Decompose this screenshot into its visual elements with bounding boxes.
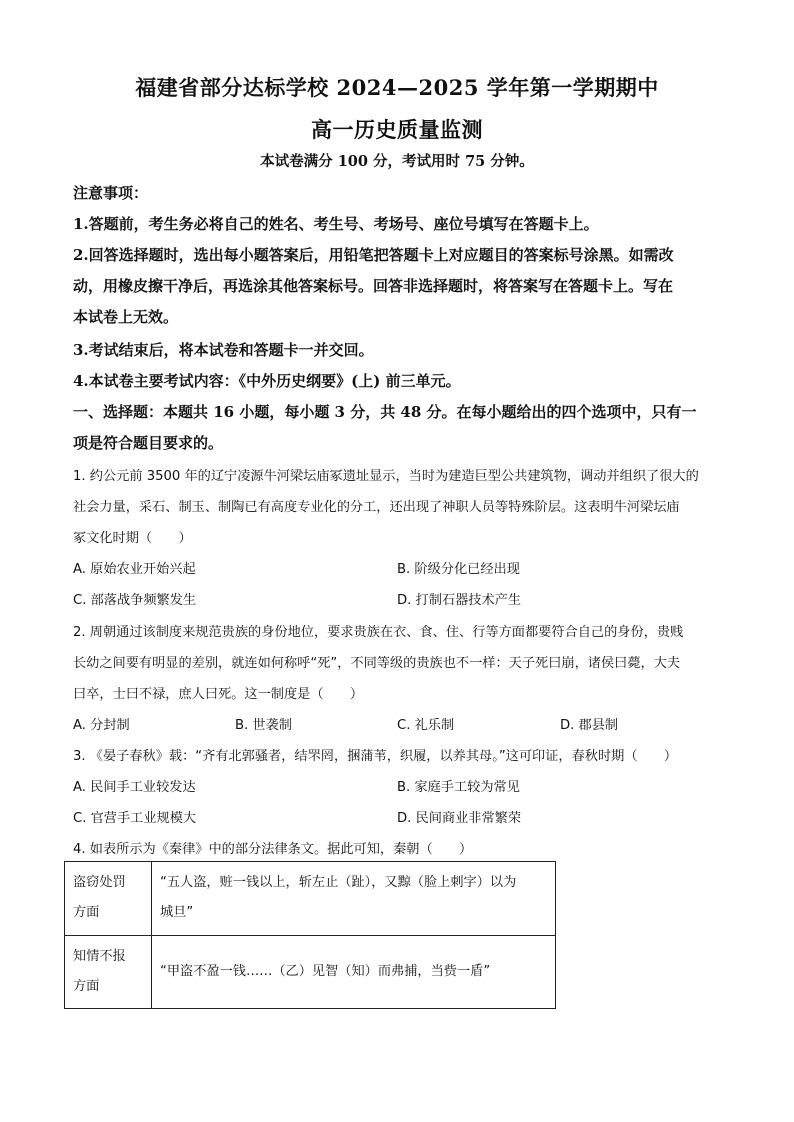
- q3-option-c: C. 官营手工业规模大: [73, 811, 197, 826]
- q1-stem-line3: 冢文化时期（ ）: [73, 531, 192, 546]
- table-row-header: [65, 862, 152, 936]
- q1-stem-line2: 社会力量，采石、制玉、制陶已有高度专业化的分工，还出现了神职人员等特殊阶层。这表明牛河梁坛庙: [73, 500, 680, 515]
- note-2-line3: 本试卷上无效。: [73, 308, 179, 326]
- exam-title-line1: 福建省部分达标学校 2024—2025 学年第一学期期中: [135, 75, 659, 100]
- note-4: 4.本试卷主要考试内容：《中外历史纲要》(上) 前三单元。: [73, 372, 461, 390]
- q4-stem-line1: 4. 如表所示为《秦律》中的部分法律条文。据此可知，秦朝（ ）: [73, 842, 473, 857]
- exam-subtitle: 本试卷满分 100 分，考试用时 75 分钟。: [260, 153, 534, 170]
- table-row: [65, 935, 556, 1009]
- note-2-line2: 动，用橡皮擦干净后，再选涂其他答案标号。回答非选择题时，将答案写在答题卡上。写在: [73, 277, 674, 295]
- q2-option-c: C. 礼乐制: [397, 718, 455, 733]
- table-cell-content: [152, 935, 556, 1009]
- table-row: [65, 862, 556, 936]
- table-cell-content: [152, 862, 556, 936]
- q3-option-a: A. 民间手工业较发达: [73, 780, 196, 795]
- note-3: 3.考试结束后，将本试卷和答题卡一并交回。: [73, 341, 374, 359]
- section1-instructions-line1: 一、选择题：本题共 16 小题，每小题 3 分，共 48 分。在每小题给出的四个选项中，只有一: [73, 403, 697, 421]
- cell-line1: “甲盗不盈一钱……（乙）见智（知）而弗捕，当赀一盾”: [160, 963, 491, 979]
- q3-stem-line1: 3. 《晏子春秋》载：“齐有北郭骚者，结罘罔，捆蒲苇，织履，以养其母。”这可印证，春秋时期（ ）: [73, 749, 678, 764]
- q2-option-b: B. 世袭制: [235, 718, 292, 733]
- q2-stem-line1: 2. 周朝通过该制度来规范贵族的身份地位，要求贵族在衣、食、住、行等方面都要符合自己的身份，贵贱: [73, 625, 684, 640]
- note-1: 1.答题前，考生务必将自己的姓名、考生号、考场号、座位号填写在答题卡上。: [73, 215, 599, 233]
- cell-line1: “五人盗，赃一钱以上，斩左止（趾），又黥（脸上刺字）以为: [160, 875, 517, 891]
- q1-option-b: B. 阶级分化已经出现: [397, 562, 520, 577]
- q3-option-d: D. 民间商业非常繁荣: [397, 811, 522, 826]
- row-header-line1: 盗窃处罚: [73, 875, 126, 891]
- q2-stem-line2: 长幼之间要有明显的差别，就连如何称呼“死”，不同等级的贵族也不一样：天子死曰崩，诸侯曰薨，大夫: [73, 656, 681, 671]
- q1-option-c: C. 部落战争频繁发生: [73, 593, 197, 608]
- notes-heading: 注意事项：: [73, 184, 149, 202]
- cell-line2: 城旦”: [160, 905, 194, 921]
- note-2-line1: 2.回答选择题时，选出每小题答案后，用铅笔把答题卡上对应题目的答案标号涂黑。如需改: [73, 246, 674, 264]
- exam-title-line2: 高一历史质量监测: [311, 117, 483, 142]
- q1-option-a: A. 原始农业开始兴起: [73, 562, 196, 577]
- row-header-line1: 知情不报: [73, 948, 126, 964]
- q3-option-b: B. 家庭手工较为常见: [397, 780, 520, 795]
- table-row-header: [65, 935, 152, 1009]
- q2-option-d: D. 郡县制: [560, 718, 619, 733]
- row-header-line2: 方面: [73, 905, 100, 921]
- q1-stem-line1: 1. 约公元前 3500 年的辽宁凌源牛河梁坛庙冢遗址显示，当时为建造巨型公共建筑物，调动并组织了很大的: [73, 469, 699, 484]
- row-header-line2: 方面: [73, 978, 100, 994]
- section1-instructions-line2: 项是符合题目要求的。: [73, 434, 224, 452]
- q1-option-d: D. 打制石器技术产生: [397, 593, 522, 608]
- qin-law-table: [64, 861, 556, 1009]
- q2-stem-line3: 曰卒，士曰不禄，庶人曰死。这一制度是（ ）: [73, 687, 364, 702]
- q2-option-a: A. 分封制: [73, 718, 130, 733]
